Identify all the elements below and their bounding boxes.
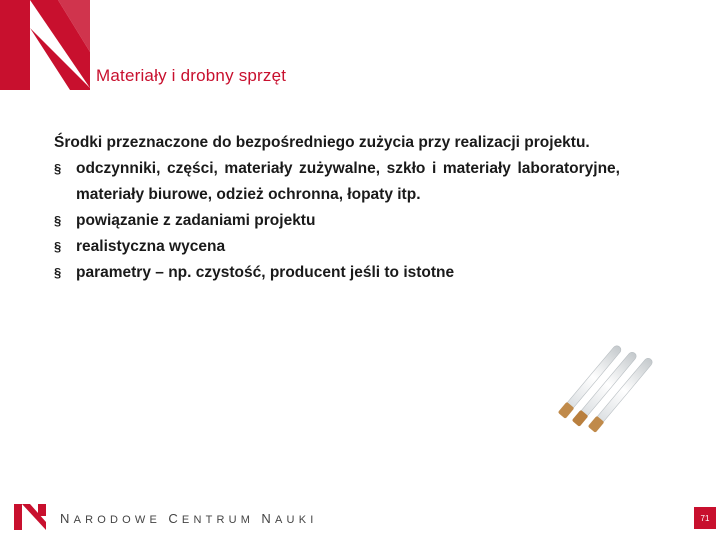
page-number: 71 — [694, 507, 716, 529]
org-name-rest: AUKI — [275, 514, 318, 526]
org-name-cap: N — [60, 511, 74, 526]
list-item — [54, 208, 620, 234]
bullet-text: odczynniki, części, materiały zużywalne, szkło i materiały laboratoryjne, materiały biurowe, odzież ochronna, łopaty itp. — [76, 160, 620, 203]
list-item — [54, 234, 620, 260]
org-name-rest: ENTRUM — [181, 514, 262, 526]
ncn-corner-logo — [0, 0, 90, 90]
bullet-marker: § — [54, 239, 62, 254]
slide-body — [54, 130, 620, 286]
org-name — [60, 511, 318, 526]
bullet-text: realistyczna wycena — [76, 238, 226, 255]
list-item — [54, 156, 620, 208]
org-name-cap: N — [261, 511, 276, 526]
bullet-list — [54, 156, 620, 286]
bullet-text: parametry – np. czystość, producent jeśli to istotne — [76, 264, 455, 281]
intro-text: Środki przeznaczone do bezpośredniego zużycia przy realizacji projektu. — [54, 134, 590, 151]
slide-title: Materiały i drobny sprzęt — [96, 66, 287, 85]
bullet-text: powiązanie z zadaniami projektu — [76, 212, 316, 229]
ncn-logo-icon — [14, 504, 46, 530]
org-name-cap: C — [168, 511, 182, 526]
bullet-marker: § — [54, 161, 62, 176]
bullet-marker: § — [54, 213, 62, 228]
bullet-marker: § — [54, 265, 62, 280]
test-tubes-image — [548, 336, 668, 436]
org-name-rest: ARODOWE — [73, 514, 169, 526]
list-item — [54, 260, 620, 286]
